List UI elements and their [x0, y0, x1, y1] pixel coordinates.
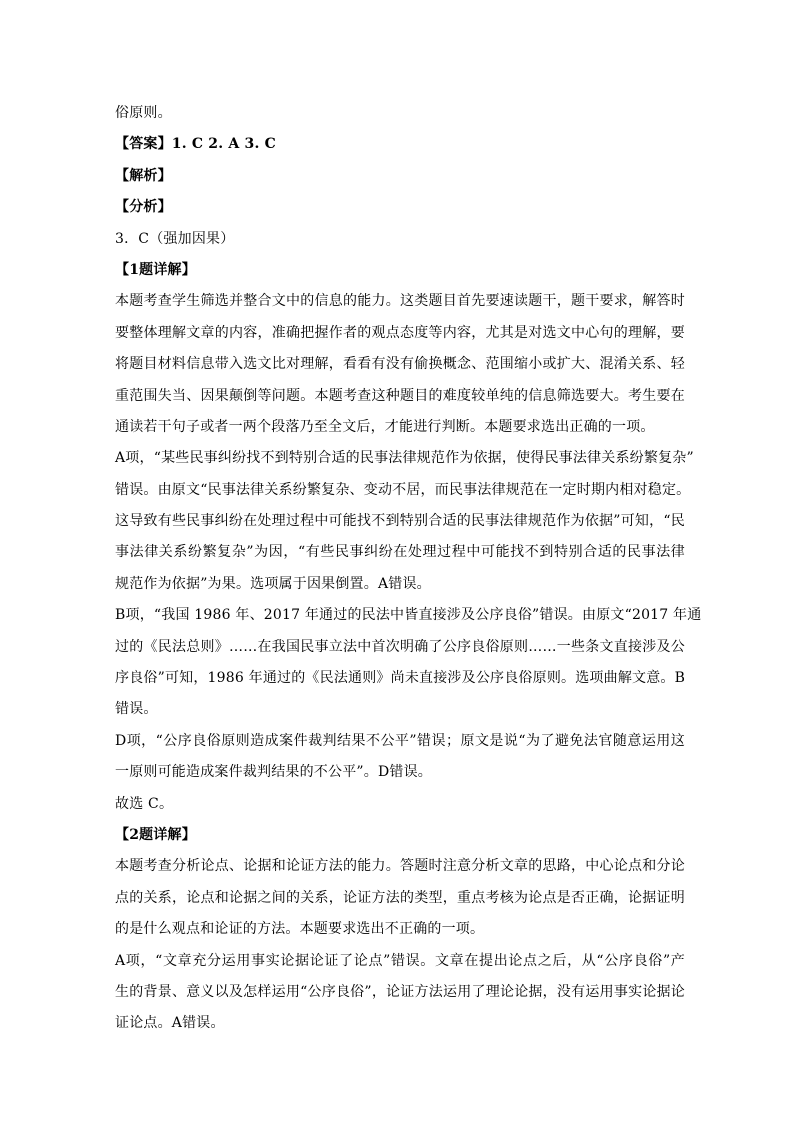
text-line: 点的关系，论点和论据之间的关系，论证方法的类型，重点考核为论点是否正确，论据证明	[115, 889, 685, 906]
text-line: 本题考查学生筛选并整合文中的信息的能力。这类题目首先要速读题干，题干要求，解答时	[115, 293, 685, 310]
text-line: B项，“我国 1986 年、2017 年通过的民法中皆直接涉及公序良俗”错误。由原文“2017 年通	[115, 607, 702, 624]
text-line: 要整体理解文章的内容，准确把握作者的观点态度等内容，尤其是对选文中心句的理解，要	[115, 324, 685, 341]
text-line: 本题考查分析论点、论据和论证方法的能力。答题时注意分析文章的思路，中心论点和分论	[115, 858, 685, 875]
text-line: 一原则可能造成案件裁判结果的不公平”。D错误。	[115, 764, 432, 781]
text-line: A项，“文章充分运用事实论据论证了论点”错误。文章在提出论点之后，从“公序良俗”产	[115, 952, 685, 969]
text-line: 将题目材料信息带入选文比对理解，看看有没有偷换概念、范围缩小或扩大、混淆关系、轻	[115, 356, 685, 373]
text-line: 俗原则。	[115, 105, 172, 121]
section-heading: 【分析】	[115, 199, 172, 216]
text-line: D项，“公序良俗原则造成案件裁判结果不公平”错误；原文是说“为了避免法官随意运用这	[115, 732, 685, 749]
text-line: 故选 C。	[115, 795, 174, 812]
section-heading: 【1题详解】	[115, 261, 196, 278]
text-line: 3．C（强加因果）	[115, 230, 235, 247]
text-line: 序良俗”可知，1986 年通过的《民法通则》尚未直接涉及公序良俗原则。选项曲解文意。B	[115, 670, 686, 687]
section-heading: 【2题详解】	[115, 826, 196, 843]
text-line: 通读若干句子或者一两个段落乃至全文后，才能进行判断。本题要求选出正确的一项。	[115, 418, 655, 435]
document-body	[115, 102, 702, 1044]
section-heading: 【答案】1. C 2. A 3. C	[115, 136, 276, 153]
text-line: 错误。由原文“民事法律关系纷繁复杂、变动不居，而民事法律规范在一定时期内相对稳定。	[115, 481, 691, 498]
text-line: 的是什么观点和论证的方法。本题要求选出不正确的一项。	[115, 921, 485, 938]
text-line: 证论点。A错误。	[115, 1015, 225, 1032]
text-line: 错误。	[115, 701, 158, 718]
text-line: 过的《民法总则》……在我国民事立法中首次明确了公序良俗原则……一些条文直接涉及公	[115, 638, 685, 655]
text-line: 重范围失当、因果颠倒等问题。本题考查这种题目的难度较单纯的信息筛选要大。考生要在	[115, 387, 685, 404]
text-line: 规范作为依据”为果。选项属于因果倒置。A错误。	[115, 575, 431, 592]
section-heading: 【解析】	[115, 167, 172, 184]
text-line: A项，“某些民事纠纷找不到特别合适的民事法律规范作为依据，使得民事法律关系纷繁复杂”	[115, 450, 694, 467]
text-line: 这导致有些民事纠纷在处理过程中可能找不到特别合适的民事法律规范作为依据”可知，“民	[115, 513, 685, 530]
text-line: 生的背景、意义以及怎样运用“公序良俗”，论证方法运用了理论论据，没有运用事实论据论	[115, 983, 685, 1000]
text-line: 事法律关系纷繁复杂”为因，“有些民事纠纷在处理过程中可能找不到特别合适的民事法律	[115, 544, 685, 561]
